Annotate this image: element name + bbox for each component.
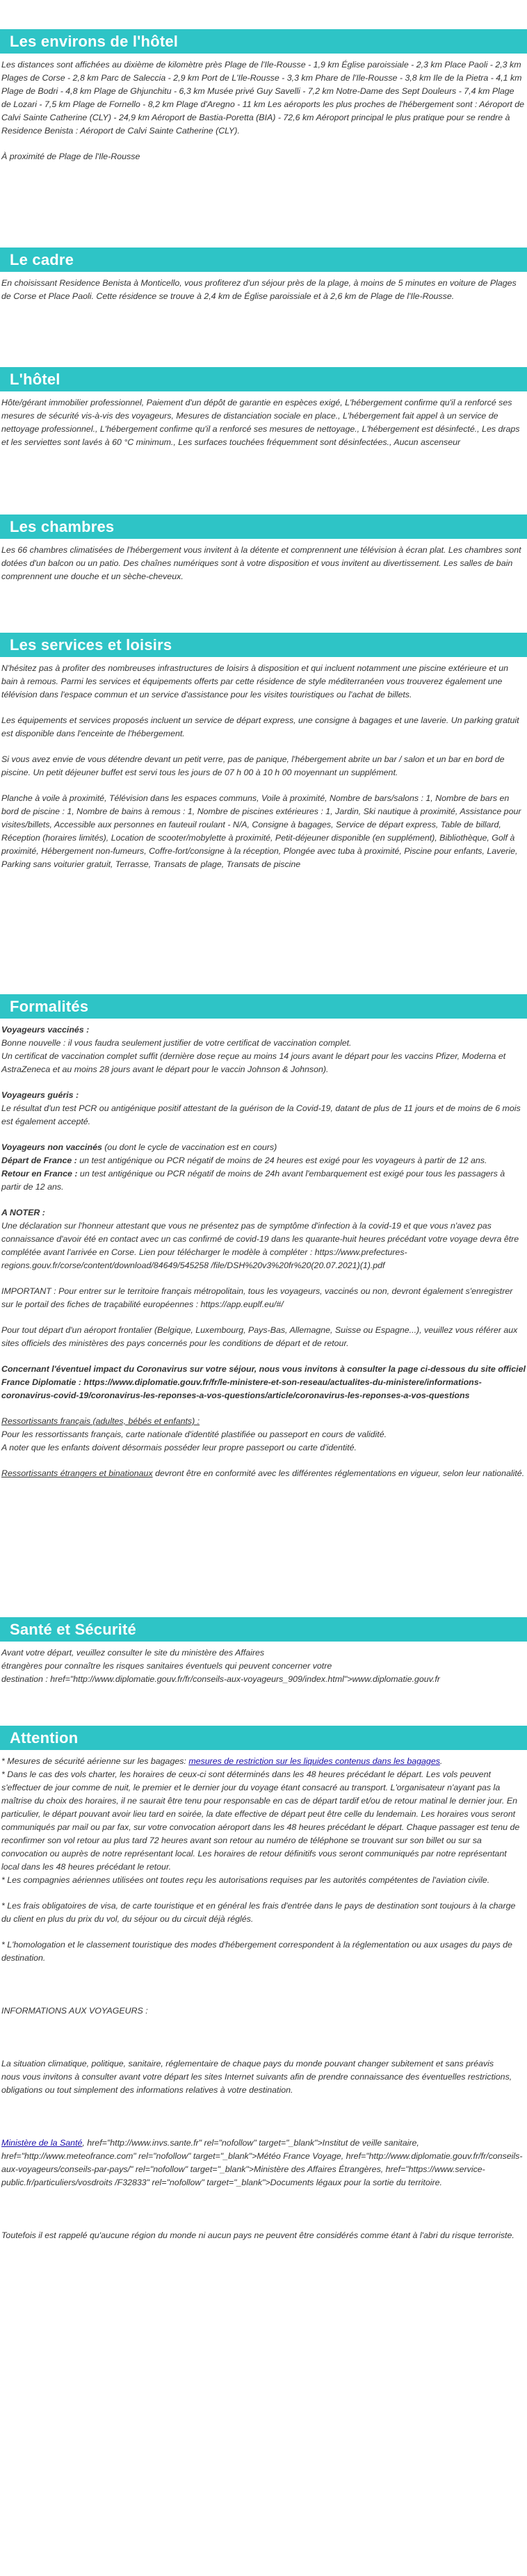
concernant-text: Concernant l'éventuel impact du Coronavirus sur votre séjour, nous vous invitons à consulter la page ci-dessous du site officiel France Diplomatie : https://www.diplomatie.gouv.fr/fr/le-ministere-et-son-reseau/actualites-du-ministere/informations-coronavirus-covid-19/coronavirus-les-reponses-a-vos-questions/article/coronavirus-les-reponses-a-vos-questions [1,1364,526,1400]
depart-etranger-text: Pour tout départ d'un aéroport frontalier (Belgique, Luxembourg, Pays-Bas, Allemagne, Suisse ou Espagne...), veuillez vous référer aux sites officiels des ministères des pays concernés pour les conditions de départ et de retour. [1,1325,518,1348]
section-body-chambres [0,544,527,583]
chambres-text: Les 66 chambres climatisées de l'hébergement vous invitent à la détente et comprennent une télévision à écran plat. Les chambres sont dotées d'un balcon ou un patio. Des chaînes numériques sont à votre disposition et vous invitent au divertissement. Les salles de bain comprennent une douche et un sèche-cheveux. [1,545,521,581]
gueris-label: Voyageurs guéris : [1,1090,79,1100]
ress-et-label: Ressortissants étrangers et binationaux [1,1468,153,1478]
section-title-hotel: L'hôtel [0,367,527,391]
vaccines-line-2: Un certificat de vaccination complet suffit (dernière dose reçue au moins 14 jours avant le départ pour les vaccins Pfizer, Moderna et AstraZeneca et au moins 28 jours avant le départ pour le vaccin Johnson & Johnson). [1,1051,506,1074]
section-cadre [0,248,527,303]
section-attention [0,1726,527,2242]
nonvacc-label: Voyageurs non vaccinés [1,1142,102,1152]
ress-fr-label: Ressortissants français (adultes, bébés et enfants) : [1,1416,200,1426]
section-title-environs: Les environs de l'hôtel [0,29,527,54]
invitons-text: nous vous invitons à consulter avant votre départ les sites Internet suivants afin de prendre connaissance des éventuelles restrictions, obligations ou tout simplement des informations relatives à votre destination. [1,2072,512,2095]
retour-text: un test antigénique ou PCR négatif de moins de 24h avant l'embarquement est exigé pour tous les passagers à partir de 12 ans. [1,1169,505,1192]
infos-label: INFORMATIONS AUX VOYAGEURS : [1,2006,148,2016]
retour-label: Retour en France : [1,1169,78,1178]
services-paragraph-4: Planche à voile à proximité, Télévision dans les espaces communs, Voile à proximité, Nombre de bars/salons : 1, Nombre de bars en bord de piscine : 1, Nombre de bains à remous : 1, Nombre de piscines extérieures : 1, Jardin, Ski nautique à proximité, Assistance pour visites/billets, Accessible aux personnes en fauteuil roulant - N/A, Consigne à bagages, Service de départ express, Table de billard, Réception (horaires limités), Location de scooter/mobylette à proximité, Petit-déjeuner disponible (en supplément), Bibliothèque, Golf à proximité, Hébergement non-fumeurs, Coffre-fort/consigne à la réception, Plongée avec tuba à proximité, Piscine pour enfants, Laverie, Parking sans voiturier gratuit, Terrasse, Transats de plage, Transats de piscine [1,793,521,869]
section-title-attention: Attention [0,1726,527,1750]
vaccines-line-1: Bonne nouvelle : il vous faudra seulement justifier de votre certificat de vaccination complet. [1,1038,352,1048]
section-body-attention [0,1755,527,2242]
services-paragraph-1: N'hésitez pas à profiter des nombreuses infrastructures de loisirs à disposition et qui incluent notamment une piscine extérieure et un bain à remous. Parmi les services et équipements offerts par cette résidence de style méditerranéen vous trouverez également une télévision dans l'espace commun et un service d'assistance pour les visites touristiques ou l'achat de billets. [1,663,508,699]
hotel-text: Hôte/gérant immobilier professionnel, Paiement d'un dépôt de garantie en espèces exigé, L'hébergement confirme qu'il a renforcé ses mesures de sécurité vis-à-vis des voyageurs, Mesures de distanciation sociale en place., L'hébergement fait appel à un service de nettoyage professionnel., L'hébergement confirme qu'il a renforcé ses mesures de nettoyage., L'hébergement est désinfecté., Les draps et les serviettes sont lavés à 60 °C minimum., Les surfaces touchées fréquemment sont désinfectées., Aucun ascenseur [1,398,520,447]
section-body-cadre [0,277,527,303]
anoter-label: A NOTER : [1,1208,45,1217]
section-title-chambres: Les chambres [0,515,527,539]
section-chambres [0,515,527,583]
cadre-text: En choisissant Residence Benista à Monticello, vous profiterez d'un séjour près de la plage, à moins de 5 minutes en voiture de Plages de Corse et Place Paoli. Cette résidence se trouve à 2,4 km de Église paroissiale et à 2,6 km de Plage de l'Ile-Rousse. [1,278,517,301]
section-body-services [0,662,527,871]
environs-text: Les distances sont affichées au dixième de kilomètre près Plage de l'Ile-Rousse - 1,9 km Église paroissiale - 2,3 km Place Paoli - 2,3 km Plages de Corse - 2,8 km Parc de Saleccia - 2,9 km Port de L'Ile-Rousse - 3,3 km Phare de l'Ile-Rousse - 3,8 km Ile de la Pietra - 4,1 km Plage de Bodri - 4,8 km Plage de Ghjunchitu - 6,3 km Musée privé Guy Savelli - 7,2 km Notre-Dame des Sept Douleurs - 7,4 km Plage de Lozari - 7,5 km Plage de Fornello - 8,2 km Plage d'Aregno - 11 km Les aéroports les plus proches de l'hébergement sont : Aéroport de Calvi Sainte Catherine (CLY) - 24,9 km Aéroport de Bastia-Poretta (BIA) - 72,6 km Aéroport principal le plus pratique pour se rendre à Residence Benista : Aéroport de Calvi Sainte Catherine (CLY). [1,60,525,136]
section-body-environs [0,58,527,163]
section-body-sante [0,1646,527,1686]
services-paragraph-3: Si vous avez envie de vous détendre devant un petit verre, pas de panique, l'hébergement abrite un bar / salon et un bar en bord de piscine. Un petit déjeuner buffet est servi tous les jours de 07 h 00 à 10 h 00 moyennant un supplément. [1,754,505,777]
compagnies-text: * Les compagnies aériennes utilisées ont toutes reçu les autorisations requises par les autorités compétentes de l'aviation civile. [1,1875,490,1885]
ress-fr-line-2: A noter que les enfants doivent désormais posséder leur propre passeport ou carte d'identité. [1,1443,357,1452]
section-hotel [0,367,527,449]
gueris-text: Le résultat d'un test PCR ou antigénique positif attestant de la guérison de la Covid-19, datant de plus de 11 jours et de moins de 6 mois est également accepté. [1,1103,521,1126]
anoter-text: Une déclaration sur l'honneur attestant que vous ne présentez pas de symptôme d'infection à la covid-19 et que vous n'avez pas connaissance d'avoir été en contact avec un cas confirmé de covid-19 dans les quarante-huit heures précédant votre voyage devra être complétée avant l'arrivée en Corse. Lien pour télécharger le modèle à compléter : https://www.prefectures-regions.gouv.fr/corse/content/download/84649/545258 /file/DSH%20v3%20fr%20(20.07.2021)(1).pdf [1,1221,519,1270]
section-formalites [0,994,527,1480]
mesures-suffix: . [439,1756,443,1766]
charters-text: * Dans le cas des vols charter, les horaires de ceux-ci sont déterminés dans les 48 heures précédant le départ. Les vols peuvent s'effectuer de jour comme de nuit, le premier et le dernier jour du voyage étant consacré au transport. L'organisateur n'ayant pas la maîtrise du choix des horaires, il ne saurait être tenu pour responsable en cas de départ tardif et/ou de retour matinal le dernier jour. En particulier, le départ pouvant avoir lieu tard en soirée, la date effective de départ peut être celle du lendemain. Les horaires vous seront communiqués par mail ou par fax, sur votre convocation aéroport dans les 48 heures précédant le départ. Chaque passager est tenu de reconfirmer son vol retour au plus tard 72 heures avant son retour au numéro de téléphone se trouvant sur son billet ou sur sa convocation ou auprès de notre représentant local. Les horaires de retour définitifs vous seront communiqués par notre représentant local dans les 48 heures précédant le retour. [1,1769,520,1872]
services-paragraph-2: Les équipements et services proposés incluent un service de départ express, une consigne à bagages et une laverie. Un parking gratuit est disponible dans l'enceinte de l'hébergement. [1,715,519,738]
section-title-sante: Santé et Sécurité [0,1617,527,1642]
depart-text: un test antigénique ou PCR négatif de moins de 24 heures est exigé pour les voyageurs à partir de 12 ans. [76,1156,487,1165]
nonvacc-suffix: (ou dont le cycle de vaccination est en cours) [102,1142,277,1152]
ministere-sante-link[interactable]: Ministère de la Santé [1,2138,83,2148]
mesures-link[interactable]: mesures de restriction sur les liquides contenus dans les bagages [188,1756,440,1766]
section-environs [0,29,527,163]
homologation-text: * L'homologation et le classement touristique des modes d'hébergement correspondent à la réglementation ou aux usages du pays de destination. [1,1940,512,1963]
section-title-formalites: Formalités [0,994,527,1019]
section-title-cadre: Le cadre [0,248,527,272]
mesures-prefix: * Mesures de sécurité aérienne sur les bagages: [1,1756,189,1766]
section-body-hotel [0,396,527,449]
frais-text: * Les frais obligatoires de visa, de carte touristique et en général les frais d'entrée dans le pays de destination sont toujours à la charge du client en plus du prix du vol, du séjour ou du circuit déjà réglés. [1,1901,516,1924]
section-services [0,633,527,871]
section-title-services: Les services et loisirs [0,633,527,657]
sante-line-2: étrangères pour connaître les risques sanitaires éventuels qui peuvent concerner votre [1,1661,332,1671]
sante-line-3: destination : href="http://www.diplomatie.gouv.fr/fr/conseils-aux-voyageurs_909/index.html">www.diplomatie.gouv.fr [1,1674,440,1684]
toutefois-text: Toutefois il est rappelé qu'aucune région du monde ni aucun pays ne peuvent être considérés comme étant à l'abri du risque terroriste. [1,2230,514,2240]
important-text: IMPORTANT : Pour entrer sur le territoire français métropolitain, tous les voyageurs, vaccinés ou non, devront également s'enregistrer sur le portail des fiches de traçabilité européennes : https://app.euplf.eu/#/ [1,1286,513,1309]
section-sante [0,1617,527,1686]
ress-fr-line-1: Pour les ressortissants français, carte nationale d'identité plastifiée ou passeport en cours de validité. [1,1429,387,1439]
vaccines-label: Voyageurs vaccinés : [1,1025,90,1035]
depart-label: Départ de France : [1,1156,77,1165]
sante-line-1: Avant votre départ, veuillez consulter le site du ministère des Affaires [1,1648,265,1658]
section-body-formalites [0,1023,527,1480]
ministere-rest: , href="http://www.invs.sante.fr" rel="nofollow" target="_blank">Institut de veille sanitaire, href="http://www.meteofrance.com" rel="nofollow" target="_blank">Météo France Voyage, href="http://www.diplomatie.gouv.fr/fr/conseils-aux-voyageurs/conseils-par-pays/" rel="nofollow" target="_blank">Ministère des Affaires Étrangères, href="https://www.service-public.fr/particuliers/vosdroits /F32833" rel="nofollow" target="_blank">Documents légaux pour la sortie du territoire. [1,2138,523,2187]
situation-text: La situation climatique, politique, sanitaire, réglementaire de chaque pays du monde pouvant changer subitement et sans préavis [1,2059,494,2068]
ress-et-text: devront être en conformité avec les différentes réglementations en vigueur, selon leur nationalité. [152,1468,525,1478]
environs-proximity: À proximité de Plage de l'Ile-Rousse [1,152,140,161]
